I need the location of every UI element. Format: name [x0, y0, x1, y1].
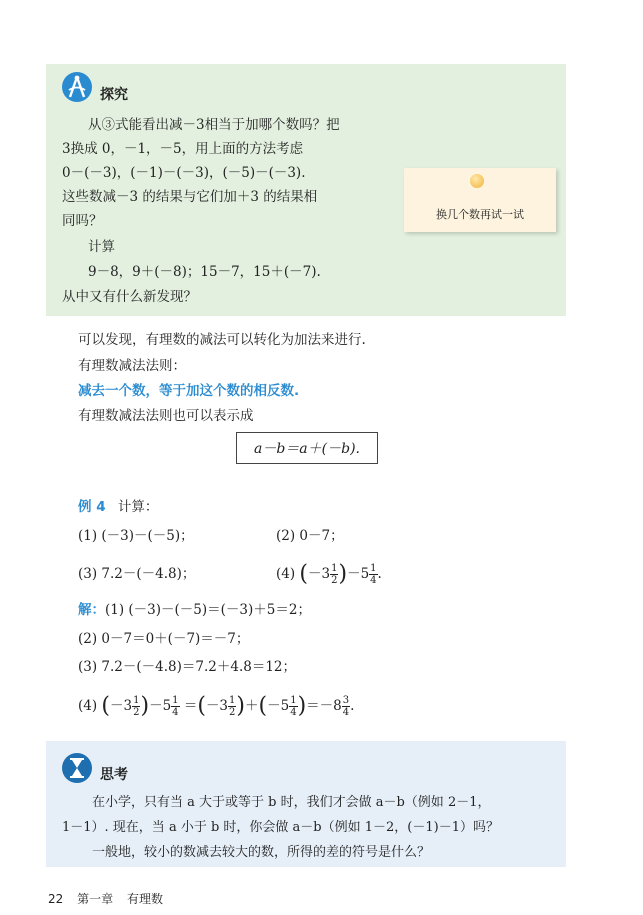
solution-2: (2) 0－7＝0＋(－7)＝－7； — [78, 631, 250, 647]
problem-4-b-frac: $\frac{1}{4}$ — [370, 563, 377, 586]
chapter-label: 第一章 — [77, 892, 114, 906]
problem-3: (3) 7.2－(－4.8)； — [78, 566, 196, 582]
example-prompt: 计算： — [117, 499, 159, 515]
body-line-2: 有理数减法法则： — [78, 358, 186, 374]
formula: a－b＝a＋(－b). — [254, 441, 360, 457]
page-footer — [48, 890, 163, 907]
explore-line-2: 3换成 0，－1，－5，用上面的方法考虑 — [62, 141, 304, 157]
think-title: 思考 — [100, 767, 128, 783]
think-line-3: 一般地，较小的数减去较大的数，所得的差的符号是什么？ — [92, 845, 431, 860]
body-line-3: 有理数减法法则也可以表示成 — [78, 408, 254, 424]
paren-open: ( — [299, 561, 309, 587]
solution-1-text: (1) (－3)－(－5)＝(－3)＋5＝2； — [105, 602, 311, 618]
hourglass-icon — [62, 753, 92, 783]
explore-line-8: 从中又有什么新发现？ — [62, 289, 197, 305]
explore-line-6: 计算 — [88, 239, 115, 255]
explore-line-7: 9－8，9＋(－8)；15－7，15＋(－7). — [88, 264, 321, 280]
example-number: 例 4 — [78, 499, 106, 515]
solution-label: 解： — [78, 602, 105, 618]
explore-line-1: 从③式能看出减－3相当于加哪个数吗？把 — [88, 117, 340, 133]
compass-icon — [62, 72, 92, 102]
formula-box — [236, 432, 378, 464]
explore-line-5: 同吗？ — [62, 213, 103, 229]
solution-4-result: －8 — [319, 698, 342, 714]
explore-line-3: 0－(－3)，(－1)－(－3)，(－5)－(－3). — [62, 165, 306, 181]
page-number: 22 — [48, 892, 64, 906]
problem-2: (2) 0－7； — [276, 528, 344, 544]
solution-4-result-frac: $\frac{3}{4}$ — [342, 695, 350, 718]
problem-4-prefix: (4) — [276, 566, 296, 582]
explore-title: 探究 — [100, 87, 128, 103]
problem-4: (4) (－3 $\frac{1}{2}$ )－5 $\frac{1}{4}$ . — [276, 561, 382, 587]
explore-line-4: 这些数减－3 的结果与它们加＋3 的结果相 — [62, 189, 318, 205]
problem-4-a-whole: －3 — [308, 566, 331, 582]
chapter-title: 有理数 — [126, 892, 163, 906]
think-line-1: 在小学，只有当 a 大于或等于 b 时，我们才会做 a－b（例如 2－1， — [92, 795, 491, 810]
problem-4-a-frac: $\frac{1}{2}$ — [331, 563, 338, 586]
sticky-note-text: 换几个数再试一试 — [436, 208, 524, 221]
example-label — [78, 497, 158, 517]
solution-4-prefix: (4) — [78, 698, 98, 714]
solution-1 — [78, 600, 311, 620]
problem-1: (1) (－3)－(－5)； — [78, 528, 194, 544]
solution-4: (4) (－3 $\frac{1}{2}$ )－5 $\frac{1}{4}$ ＝(－3 $\frac{1}{2}$ )＋(－5 $\frac{1}{4}$ )＝－8 $\frac{3}{4}$ . — [78, 693, 355, 719]
paren-close: ) — [338, 561, 348, 587]
problem-4-b-whole: －5 — [347, 566, 370, 582]
rule-highlight: 减去一个数，等于加这个数的相反数. — [78, 383, 300, 399]
solution-3: (3) 7.2－(－4.8)＝7.2＋4.8＝12； — [78, 659, 297, 675]
think-line-2: 1－1）. 现在，当 a 小于 b 时，你会做 a－b（例如 1－2，(－1)－1）吗？ — [62, 820, 499, 835]
pin-icon — [470, 174, 484, 188]
body-line-1: 可以发现，有理数的减法可以转化为加法来进行. — [78, 332, 366, 348]
